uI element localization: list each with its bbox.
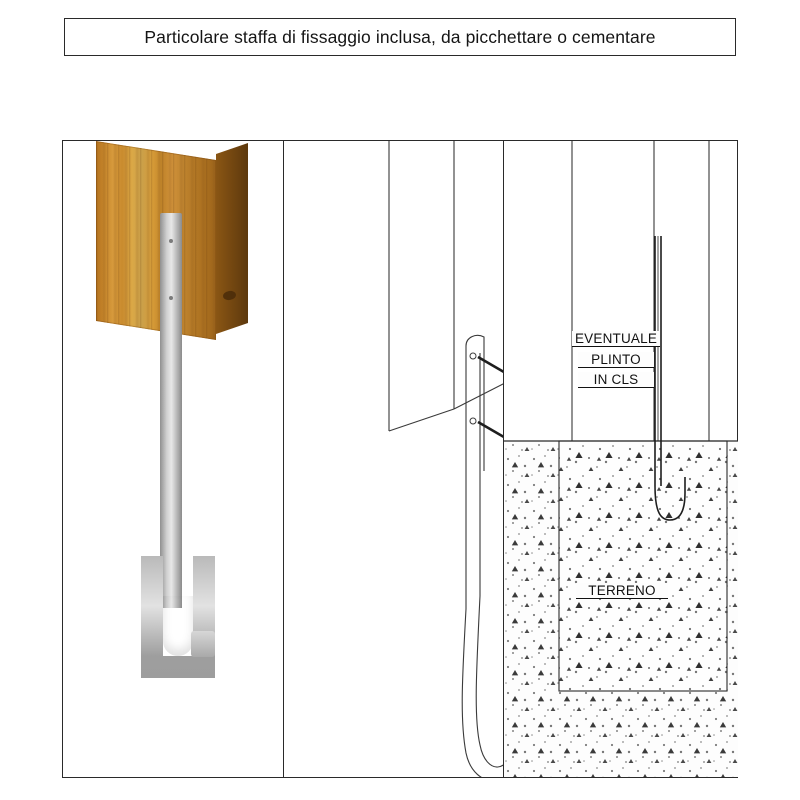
label-in-cls: IN CLS [578,372,654,388]
photo-panel [63,141,283,777]
bracket-hook-tip [191,631,215,657]
wooden-post-image [96,141,216,340]
wood-grain-texture [96,141,216,340]
bracket-plate-photo [160,213,182,608]
screw-upper [478,357,503,386]
page-title: Particolare staffa di fissaggio inclusa, da picchettare o cementare [144,26,656,47]
post-bottom-face [389,409,454,431]
screw-hole-icon [169,239,173,243]
label-eventuale: EVENTUALE [572,331,660,347]
screw-lower [478,422,503,451]
concrete-footing [559,441,727,691]
bracket-hook-inner-outline [476,596,503,767]
figure-frame [62,140,738,778]
bracket-hook-outline [462,609,503,777]
ground-section-panel [504,141,738,777]
post-bottom-face-2 [454,381,503,409]
bracket-line-drawing [284,141,503,777]
wooden-post-side-face [216,143,248,334]
title-banner [64,18,736,56]
bracket-top-bend [466,335,484,471]
screw-hole-upper [470,353,476,359]
label-plinto: PLINTO [578,352,654,368]
screw-hole-icon [169,296,173,300]
ground-section-drawing [504,141,738,777]
screw-hole-lower [470,418,476,424]
bracket-hook-photo [141,556,215,678]
label-terreno: TERRENO [576,583,668,599]
technical-drawing-panel [284,141,503,777]
